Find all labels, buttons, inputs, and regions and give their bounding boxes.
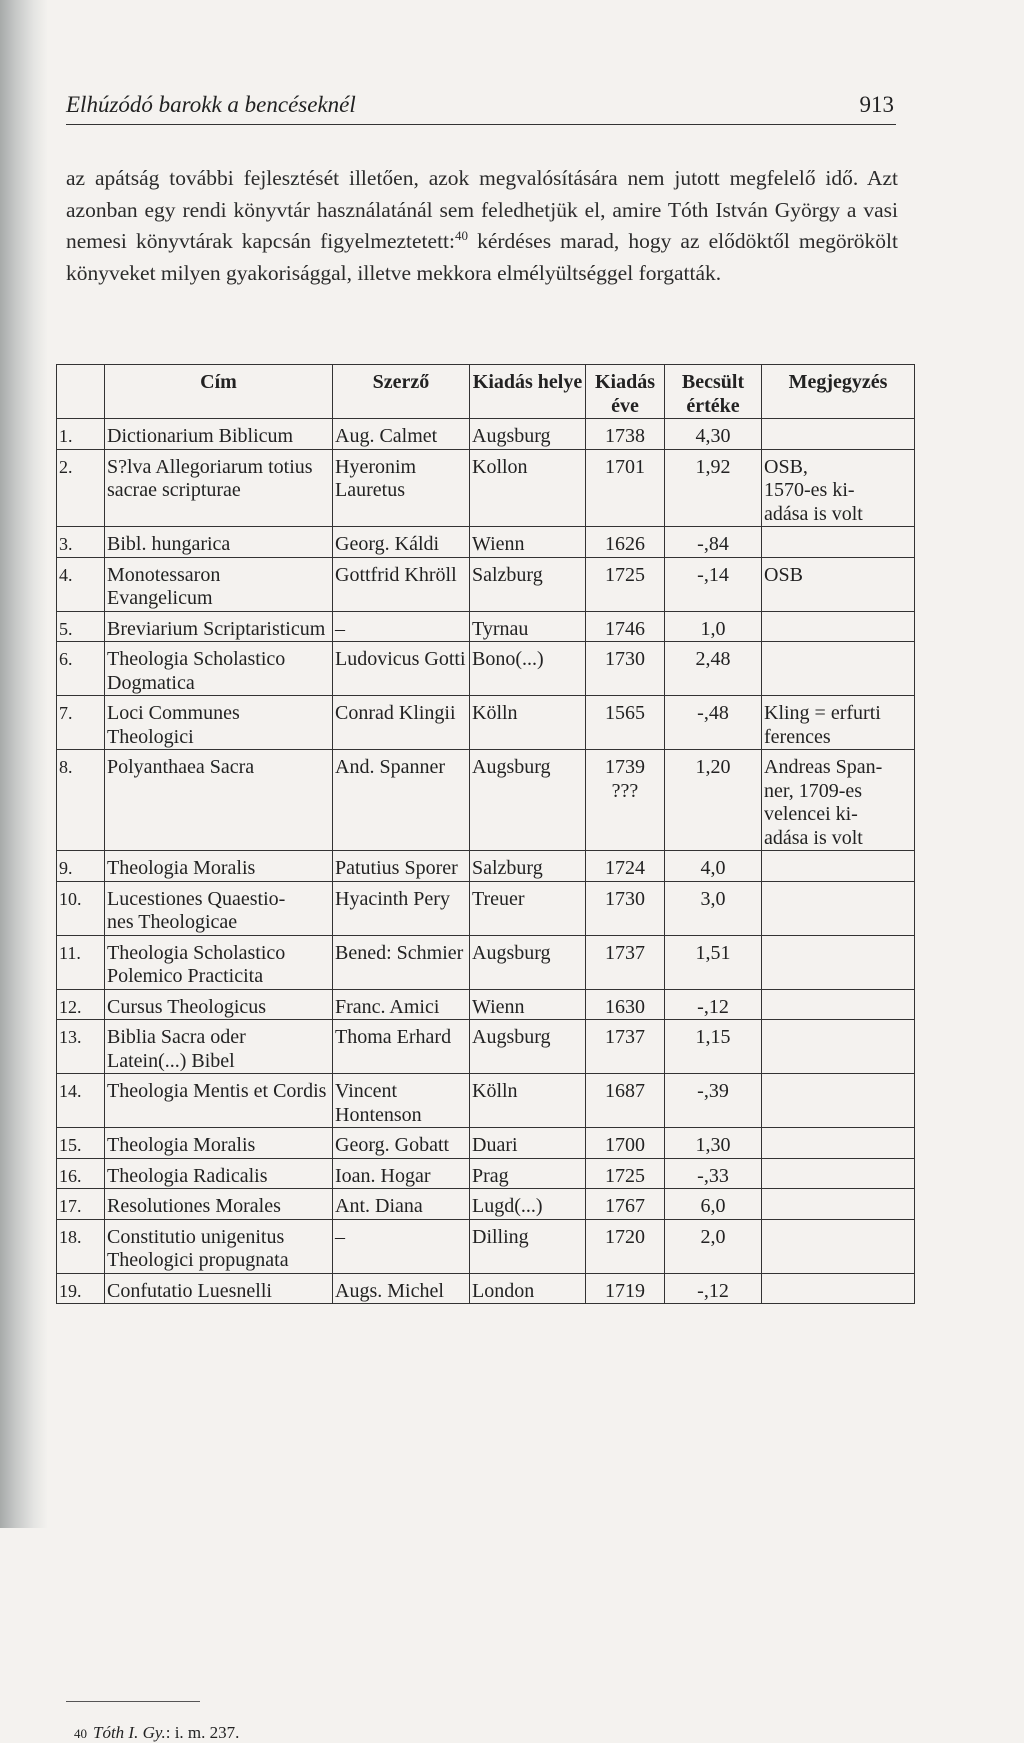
publication-year: 1738 <box>586 419 665 450</box>
table-row <box>57 527 915 558</box>
estimated-value: -,14 <box>665 557 762 611</box>
table-row <box>57 557 915 611</box>
book-author: Thoma Erhard <box>333 1020 470 1074</box>
header-number <box>57 365 105 419</box>
estimated-value: 1,30 <box>665 1128 762 1159</box>
header-author: Szerző <box>333 365 470 419</box>
row-number: 15. <box>57 1128 105 1159</box>
remark <box>762 851 915 882</box>
remark <box>762 1219 915 1273</box>
publication-year: 1626 <box>586 527 665 558</box>
body-text-part-2: kérdéses marad, hogy az elődöktől megörökölt könyveket milyen gyakorisággal, illetve mekkora elmélyültséggel forgatták. <box>66 229 898 285</box>
estimated-value: 1,0 <box>665 611 762 642</box>
estimated-value: -,84 <box>665 527 762 558</box>
book-author: Ant. Diana <box>333 1189 470 1220</box>
book-author: Ioan. Hogar <box>333 1158 470 1189</box>
book-table <box>56 364 915 1304</box>
table-row <box>57 1219 915 1273</box>
publication-year: 1725 <box>586 1158 665 1189</box>
estimated-value: 6,0 <box>665 1189 762 1220</box>
book-title: Theologia Mentis et Cordis <box>105 1074 333 1128</box>
row-number: 16. <box>57 1158 105 1189</box>
footnote-number: 40 <box>74 1726 87 1741</box>
table-row <box>57 1128 915 1159</box>
publication-place: Tyrnau <box>470 611 586 642</box>
footnote-author: Tóth I. Gy. <box>93 1723 166 1742</box>
estimated-value: 2,48 <box>665 642 762 696</box>
publication-place: Augsburg <box>470 935 586 989</box>
table-row <box>57 1020 915 1074</box>
row-number: 7. <box>57 696 105 750</box>
row-number: 4. <box>57 557 105 611</box>
book-author: Hyeronim Lauretus <box>333 449 470 527</box>
publication-year: 1724 <box>586 851 665 882</box>
row-number: 11. <box>57 935 105 989</box>
estimated-value: -,39 <box>665 1074 762 1128</box>
remark <box>762 1128 915 1159</box>
row-number: 5. <box>57 611 105 642</box>
publication-place: Augsburg <box>470 1020 586 1074</box>
publication-place: Salzburg <box>470 557 586 611</box>
book-title: Monotessaron Evangelicum <box>105 557 333 611</box>
body-paragraph <box>66 163 898 289</box>
remark: OSB, 1570-es ki- adása is volt <box>762 449 915 527</box>
book-author: Bened: Schmier <box>333 935 470 989</box>
row-number: 17. <box>57 1189 105 1220</box>
book-title: Bibl. hungarica <box>105 527 333 558</box>
page-binding-shadow <box>0 0 48 1528</box>
publication-year: 1701 <box>586 449 665 527</box>
book-author: Franc. Amici <box>333 989 470 1020</box>
header-title: Cím <box>105 365 333 419</box>
publication-place: Prag <box>470 1158 586 1189</box>
table-row <box>57 1158 915 1189</box>
table-header-row <box>57 365 915 419</box>
table-body <box>57 419 915 1304</box>
estimated-value: 4,0 <box>665 851 762 882</box>
publication-place: Bono(...) <box>470 642 586 696</box>
book-author: Patutius Sporer <box>333 851 470 882</box>
footnote-divider <box>66 1701 200 1702</box>
book-title: Theologia Radicalis <box>105 1158 333 1189</box>
book-title: Biblia Sacra oder Latein(...) Bibel <box>105 1020 333 1074</box>
row-number: 13. <box>57 1020 105 1074</box>
book-author: Ludovicus Gotti <box>333 642 470 696</box>
publication-year: 1746 <box>586 611 665 642</box>
row-number: 2. <box>57 449 105 527</box>
row-number: 6. <box>57 642 105 696</box>
book-title: Cursus Theologicus <box>105 989 333 1020</box>
book-author: Georg. Gobatt <box>333 1128 470 1159</box>
footnote-text: : i. m. 237. <box>165 1723 240 1742</box>
book-title: Loci Communes Theologici <box>105 696 333 750</box>
table-row <box>57 1273 915 1304</box>
book-title: Theologia Moralis <box>105 1128 333 1159</box>
estimated-value: 1,92 <box>665 449 762 527</box>
publication-year: 1565 <box>586 696 665 750</box>
publication-place: Dilling <box>470 1219 586 1273</box>
table-row <box>57 1074 915 1128</box>
remark <box>762 611 915 642</box>
footnote <box>74 1723 239 1743</box>
book-title: Theologia Moralis <box>105 851 333 882</box>
publication-place: Treuer <box>470 881 586 935</box>
publication-year: 1730 <box>586 642 665 696</box>
table-row <box>57 642 915 696</box>
publication-place: Augsburg <box>470 750 586 851</box>
estimated-value: 2,0 <box>665 1219 762 1273</box>
publication-year: 1730 <box>586 881 665 935</box>
publication-year: 1767 <box>586 1189 665 1220</box>
publication-year: 1687 <box>586 1074 665 1128</box>
book-author: – <box>333 611 470 642</box>
book-title: Theologia Scholastico Polemico Practicita <box>105 935 333 989</box>
table-row <box>57 449 915 527</box>
publication-place: Wienn <box>470 989 586 1020</box>
book-title: Resolutiones Morales <box>105 1189 333 1220</box>
table-row <box>57 750 915 851</box>
publication-year: 1737 <box>586 935 665 989</box>
publication-year: 1700 <box>586 1128 665 1159</box>
book-title: Dictionarium Biblicum <box>105 419 333 450</box>
publication-place: Wienn <box>470 527 586 558</box>
table-row <box>57 881 915 935</box>
table-row <box>57 611 915 642</box>
publication-place: Kölln <box>470 696 586 750</box>
publication-place: Salzburg <box>470 851 586 882</box>
publication-year: 1630 <box>586 989 665 1020</box>
book-author: Hyacinth Pery <box>333 881 470 935</box>
remark <box>762 1158 915 1189</box>
row-number: 19. <box>57 1273 105 1304</box>
publication-place: Lugd(...) <box>470 1189 586 1220</box>
estimated-value: 3,0 <box>665 881 762 935</box>
publication-year: 1737 <box>586 1020 665 1074</box>
book-author: And. Spanner <box>333 750 470 851</box>
publication-place: Duari <box>470 1128 586 1159</box>
remark <box>762 642 915 696</box>
estimated-value: -,12 <box>665 1273 762 1304</box>
estimated-value: 1,51 <box>665 935 762 989</box>
book-title: Constitutio unigenitus Theologici propugnata <box>105 1219 333 1273</box>
estimated-value: -,48 <box>665 696 762 750</box>
header-note: Megjegyzés <box>762 365 915 419</box>
book-title: S?lva Allegoriarum totius sacrae scripturae <box>105 449 333 527</box>
table-row <box>57 1189 915 1220</box>
header-place: Kiadás helye <box>470 365 586 419</box>
publication-place: Kollon <box>470 449 586 527</box>
row-number: 12. <box>57 989 105 1020</box>
book-title: Breviarium Scriptaristicum <box>105 611 333 642</box>
header-year: Kiadás éve <box>586 365 665 419</box>
remark <box>762 935 915 989</box>
table-row <box>57 989 915 1020</box>
publication-year: 1725 <box>586 557 665 611</box>
estimated-value: 4,30 <box>665 419 762 450</box>
book-author: Gottfrid Khröll <box>333 557 470 611</box>
table-row <box>57 696 915 750</box>
remark <box>762 881 915 935</box>
book-author: Aug. Calmet <box>333 419 470 450</box>
table-row <box>57 851 915 882</box>
remark <box>762 1020 915 1074</box>
book-author: Augs. Michel <box>333 1273 470 1304</box>
header-value: Becsült értéke <box>665 365 762 419</box>
book-title: Confutatio Luesnelli <box>105 1273 333 1304</box>
publication-year: 1719 <box>586 1273 665 1304</box>
row-number: 10. <box>57 881 105 935</box>
publication-place: Kölln <box>470 1074 586 1128</box>
publication-place: Augsburg <box>470 419 586 450</box>
remark <box>762 1074 915 1128</box>
table-row <box>57 935 915 989</box>
row-number: 9. <box>57 851 105 882</box>
book-author: Georg. Káldi <box>333 527 470 558</box>
row-number: 3. <box>57 527 105 558</box>
book-title: Theologia Scholastico Dogmatica <box>105 642 333 696</box>
row-number: 18. <box>57 1219 105 1273</box>
book-title: Lucestiones Quaestio- nes Theologicae <box>105 881 333 935</box>
remark: Andreas Span- ner, 1709-es velencei ki- adása is volt <box>762 750 915 851</box>
remark <box>762 1273 915 1304</box>
table-row <box>57 419 915 450</box>
book-author: Vincent Hontenson <box>333 1074 470 1128</box>
book-title: Polyanthaea Sacra <box>105 750 333 851</box>
footnote-reference: 40 <box>455 228 468 243</box>
book-author: Conrad Klingii <box>333 696 470 750</box>
estimated-value: 1,15 <box>665 1020 762 1074</box>
publication-year: 1720 <box>586 1219 665 1273</box>
remark: Kling = erfurti ferences <box>762 696 915 750</box>
estimated-value: -,33 <box>665 1158 762 1189</box>
page-number: 913 <box>859 92 894 117</box>
remark <box>762 419 915 450</box>
book-author: – <box>333 1219 470 1273</box>
publication-place: London <box>470 1273 586 1304</box>
remark <box>762 527 915 558</box>
row-number: 14. <box>57 1074 105 1128</box>
remark <box>762 1189 915 1220</box>
estimated-value: 1,20 <box>665 750 762 851</box>
publication-year: 1739 ??? <box>586 750 665 851</box>
row-number: 8. <box>57 750 105 851</box>
remark <box>762 989 915 1020</box>
remark: OSB <box>762 557 915 611</box>
row-number: 1. <box>57 419 105 450</box>
running-header <box>66 88 896 125</box>
running-title: Elhúzódó barokk a bencéseknél <box>66 92 356 117</box>
estimated-value: -,12 <box>665 989 762 1020</box>
body-text-part-1: az apátság további fejlesztését illetően, azok megvalósítására nem jutott megfelelő idő. Azt azonban egy rendi könyvtár használatánál sem feledhetjük el, amire Tóth István György a vasi nemesi könyvtárak kapcsán figyelmeztetett: <box>66 166 898 253</box>
